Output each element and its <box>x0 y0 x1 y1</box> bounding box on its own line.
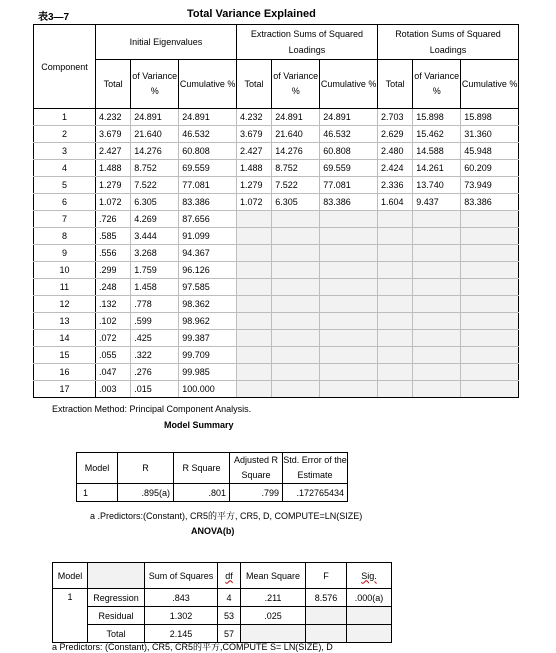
sub-variance: of Variance % <box>272 60 320 109</box>
value-cell <box>377 296 412 313</box>
header-component: Component <box>34 25 96 109</box>
value-cell: 6.305 <box>272 194 320 211</box>
component-cell: 17 <box>34 381 96 398</box>
variance-row <box>34 347 519 364</box>
value-cell: 1.458 <box>131 279 179 296</box>
variance-row <box>34 109 519 126</box>
component-cell: 2 <box>34 126 96 143</box>
value-cell <box>461 245 519 262</box>
value-cell <box>377 381 412 398</box>
model-summary-table <box>76 452 348 502</box>
value-cell: 98.962 <box>179 313 237 330</box>
value-cell: 15.462 <box>413 126 461 143</box>
anova-table <box>52 562 392 643</box>
value-cell: 69.559 <box>179 160 237 177</box>
value-cell: 87.656 <box>179 211 237 228</box>
value-cell: 13.740 <box>413 177 461 194</box>
cell: .000(a) <box>347 589 392 607</box>
value-cell <box>413 347 461 364</box>
value-cell <box>236 296 271 313</box>
value-cell <box>236 228 271 245</box>
value-cell: 1.072 <box>236 194 271 211</box>
cell: .843 <box>145 589 218 607</box>
value-cell: 2.336 <box>377 177 412 194</box>
value-cell: 15.898 <box>461 109 519 126</box>
value-cell: .585 <box>95 228 130 245</box>
value-cell: 6.305 <box>131 194 179 211</box>
value-cell: 24.891 <box>179 109 237 126</box>
value-cell: 3.679 <box>236 126 271 143</box>
component-cell: 6 <box>34 194 96 211</box>
value-cell: 46.532 <box>179 126 237 143</box>
variance-row <box>34 143 519 160</box>
value-cell: 1.488 <box>95 160 130 177</box>
variance-row <box>34 194 519 211</box>
value-cell: .003 <box>95 381 130 398</box>
value-cell <box>461 279 519 296</box>
sub-variance: of Variance % <box>131 60 179 109</box>
value-cell <box>272 296 320 313</box>
r-cell: .895(a) <box>118 484 174 502</box>
model-summary-footnote: a .Predictors:(Constant), CR5的平方, CR5, D, COMPUTE=LN(SIZE) <box>90 511 363 521</box>
value-cell <box>320 364 378 381</box>
model-summary-title: Model Summary <box>164 420 234 430</box>
component-cell: 9 <box>34 245 96 262</box>
value-cell: 1.279 <box>95 177 130 194</box>
header-sig: Sig. <box>347 563 392 589</box>
value-cell: .276 <box>131 364 179 381</box>
component-cell: 8 <box>34 228 96 245</box>
value-cell: 99.387 <box>179 330 237 347</box>
variance-table-body <box>34 109 519 398</box>
value-cell: 14.276 <box>272 143 320 160</box>
header-adjusted-r-square: Adjusted R Square <box>230 453 283 484</box>
cell <box>347 625 392 643</box>
component-cell: 1 <box>34 109 96 126</box>
variance-row <box>34 279 519 296</box>
header-initial-eigenvalues: Initial Eigenvalues <box>95 25 236 60</box>
value-cell <box>461 330 519 347</box>
value-cell: 14.588 <box>413 143 461 160</box>
value-cell <box>320 347 378 364</box>
value-cell <box>461 211 519 228</box>
variance-row <box>34 245 519 262</box>
value-cell <box>377 313 412 330</box>
value-cell <box>236 364 271 381</box>
value-cell: 4.269 <box>131 211 179 228</box>
value-cell: .055 <box>95 347 130 364</box>
variance-row <box>34 211 519 228</box>
value-cell: 46.532 <box>320 126 378 143</box>
r-square-cell: .801 <box>174 484 230 502</box>
header-mean-square: Mean Square <box>241 563 306 589</box>
cell: .211 <box>241 589 306 607</box>
value-cell <box>236 381 271 398</box>
variance-row <box>34 313 519 330</box>
value-cell: 24.891 <box>131 109 179 126</box>
header-extraction: Extraction Sums of Squared Loadings <box>236 25 377 60</box>
anova-footnote: a Predictors: (Constant), CR5, CR5的平方,COMPUTE S= LN(SIZE), D <box>52 642 333 652</box>
value-cell <box>413 364 461 381</box>
std-error-cell: .172765434 <box>283 484 348 502</box>
value-cell <box>272 245 320 262</box>
value-cell: 7.522 <box>272 177 320 194</box>
component-cell: 11 <box>34 279 96 296</box>
variance-row <box>34 126 519 143</box>
cell <box>306 607 347 625</box>
value-cell: .072 <box>95 330 130 347</box>
value-cell <box>320 279 378 296</box>
value-cell: 83.386 <box>320 194 378 211</box>
value-cell <box>377 211 412 228</box>
value-cell <box>461 262 519 279</box>
value-cell: 96.126 <box>179 262 237 279</box>
component-cell: 12 <box>34 296 96 313</box>
value-cell <box>320 262 378 279</box>
value-cell <box>413 228 461 245</box>
value-cell: .425 <box>131 330 179 347</box>
value-cell <box>461 228 519 245</box>
value-cell <box>461 381 519 398</box>
cell: 4 <box>218 589 241 607</box>
component-cell: 14 <box>34 330 96 347</box>
value-cell: 83.386 <box>461 194 519 211</box>
value-cell <box>272 313 320 330</box>
value-cell: 99.709 <box>179 347 237 364</box>
value-cell <box>320 296 378 313</box>
header-r: R <box>118 453 174 484</box>
value-cell: 60.209 <box>461 160 519 177</box>
variance-row <box>34 160 519 177</box>
value-cell: 31.360 <box>461 126 519 143</box>
anova-title: ANOVA(b) <box>191 526 235 536</box>
variance-table <box>33 24 519 398</box>
cell <box>347 607 392 625</box>
value-cell <box>320 245 378 262</box>
variance-footnote: Extraction Method: Principal Component Analysis. <box>52 404 252 414</box>
value-cell <box>413 211 461 228</box>
value-cell: 15.898 <box>413 109 461 126</box>
value-cell <box>236 211 271 228</box>
value-cell <box>320 330 378 347</box>
value-cell <box>377 279 412 296</box>
component-cell: 5 <box>34 177 96 194</box>
cell: 2.145 <box>145 625 218 643</box>
value-cell <box>272 228 320 245</box>
sub-cumulative: Cumulative % <box>461 60 519 109</box>
variance-row <box>34 262 519 279</box>
value-cell <box>413 330 461 347</box>
value-cell <box>377 330 412 347</box>
value-cell <box>413 313 461 330</box>
header-blank <box>88 563 145 589</box>
variance-row <box>34 177 519 194</box>
value-cell <box>461 313 519 330</box>
value-cell: .015 <box>131 381 179 398</box>
value-cell <box>272 364 320 381</box>
sub-variance: of Variance % <box>413 60 461 109</box>
component-cell: 3 <box>34 143 96 160</box>
value-cell: 73.949 <box>461 177 519 194</box>
value-cell <box>413 296 461 313</box>
value-cell <box>413 245 461 262</box>
sub-total: Total <box>95 60 130 109</box>
component-cell: 10 <box>34 262 96 279</box>
value-cell: 91.099 <box>179 228 237 245</box>
value-cell: 24.891 <box>320 109 378 126</box>
variance-row <box>34 296 519 313</box>
row-label: Total <box>88 625 145 643</box>
value-cell: .599 <box>131 313 179 330</box>
value-cell <box>236 245 271 262</box>
value-cell: .299 <box>95 262 130 279</box>
component-cell: 4 <box>34 160 96 177</box>
value-cell <box>413 279 461 296</box>
value-cell: 2.480 <box>377 143 412 160</box>
value-cell: 1.759 <box>131 262 179 279</box>
component-cell: 13 <box>34 313 96 330</box>
value-cell: 69.559 <box>320 160 378 177</box>
row-label: Regression <box>88 589 145 607</box>
value-cell: 7.522 <box>131 177 179 194</box>
value-cell <box>272 381 320 398</box>
value-cell <box>413 262 461 279</box>
value-cell <box>377 228 412 245</box>
value-cell <box>320 313 378 330</box>
value-cell: 2.427 <box>95 143 130 160</box>
value-cell: 3.444 <box>131 228 179 245</box>
value-cell: .132 <box>95 296 130 313</box>
value-cell <box>320 211 378 228</box>
value-cell: 2.703 <box>377 109 412 126</box>
sub-total: Total <box>377 60 412 109</box>
value-cell <box>461 296 519 313</box>
component-cell: 7 <box>34 211 96 228</box>
value-cell <box>320 381 378 398</box>
value-cell: 60.808 <box>179 143 237 160</box>
value-cell: 77.081 <box>320 177 378 194</box>
sub-cumulative: Cumulative % <box>179 60 237 109</box>
value-cell: 2.629 <box>377 126 412 143</box>
value-cell <box>377 245 412 262</box>
header-model: Model <box>77 453 118 484</box>
value-cell: 99.985 <box>179 364 237 381</box>
value-cell: .102 <box>95 313 130 330</box>
value-cell: 1.279 <box>236 177 271 194</box>
header-model: Model <box>53 563 88 589</box>
header-sum-of-squares: Sum of Squares <box>145 563 218 589</box>
value-cell: 45.948 <box>461 143 519 160</box>
cell: 8.576 <box>306 589 347 607</box>
value-cell: .778 <box>131 296 179 313</box>
sub-cumulative: Cumulative % <box>320 60 378 109</box>
model-cell: 1 <box>77 484 118 502</box>
cell: 53 <box>218 607 241 625</box>
value-cell: 14.276 <box>131 143 179 160</box>
value-cell <box>272 347 320 364</box>
value-cell <box>272 262 320 279</box>
cell: 1.302 <box>145 607 218 625</box>
value-cell: 1.604 <box>377 194 412 211</box>
variance-row <box>34 228 519 245</box>
value-cell: 60.808 <box>320 143 378 160</box>
sub-total: Total <box>236 60 271 109</box>
variance-row <box>34 364 519 381</box>
table-label: 表3—7 <box>38 12 70 23</box>
value-cell <box>272 279 320 296</box>
value-cell: .248 <box>95 279 130 296</box>
value-cell <box>377 364 412 381</box>
value-cell: 8.752 <box>131 160 179 177</box>
value-cell: .047 <box>95 364 130 381</box>
value-cell <box>236 347 271 364</box>
value-cell: .556 <box>95 245 130 262</box>
value-cell: 1.488 <box>236 160 271 177</box>
cell: .025 <box>241 607 306 625</box>
value-cell <box>461 347 519 364</box>
value-cell <box>377 347 412 364</box>
component-cell: 15 <box>34 347 96 364</box>
value-cell: 9.437 <box>413 194 461 211</box>
value-cell: 83.386 <box>179 194 237 211</box>
component-cell: 16 <box>34 364 96 381</box>
value-cell: 77.081 <box>179 177 237 194</box>
model-number: 1 <box>53 589 88 643</box>
value-cell <box>236 330 271 347</box>
value-cell: 3.679 <box>95 126 130 143</box>
header-df: df <box>218 563 241 589</box>
header-f: F <box>306 563 347 589</box>
value-cell: 21.640 <box>272 126 320 143</box>
value-cell <box>272 330 320 347</box>
value-cell: 2.427 <box>236 143 271 160</box>
value-cell: .322 <box>131 347 179 364</box>
value-cell <box>377 262 412 279</box>
value-cell: 14.261 <box>413 160 461 177</box>
value-cell <box>320 228 378 245</box>
value-cell: 97.585 <box>179 279 237 296</box>
value-cell: 98.362 <box>179 296 237 313</box>
value-cell: 100.000 <box>179 381 237 398</box>
value-cell: .726 <box>95 211 130 228</box>
value-cell: 3.268 <box>131 245 179 262</box>
row-label: Residual <box>88 607 145 625</box>
variance-row <box>34 381 519 398</box>
value-cell <box>272 211 320 228</box>
value-cell: 2.424 <box>377 160 412 177</box>
value-cell: 4.232 <box>236 109 271 126</box>
cell: 57 <box>218 625 241 643</box>
variance-row <box>34 330 519 347</box>
value-cell <box>236 313 271 330</box>
header-std-error: Std. Error of the Estimate <box>283 453 348 484</box>
header-r-square: R Square <box>174 453 230 484</box>
header-rotation: Rotation Sums of Squared Loadings <box>377 25 518 60</box>
value-cell: 1.072 <box>95 194 130 211</box>
value-cell: 94.367 <box>179 245 237 262</box>
value-cell <box>413 381 461 398</box>
value-cell: 24.891 <box>272 109 320 126</box>
value-cell: 4.232 <box>95 109 130 126</box>
value-cell <box>461 364 519 381</box>
value-cell: 8.752 <box>272 160 320 177</box>
value-cell <box>236 279 271 296</box>
adjusted-r-square-cell: .799 <box>230 484 283 502</box>
value-cell <box>236 262 271 279</box>
value-cell: 21.640 <box>131 126 179 143</box>
variance-table-title: Total Variance Explained <box>187 8 316 20</box>
